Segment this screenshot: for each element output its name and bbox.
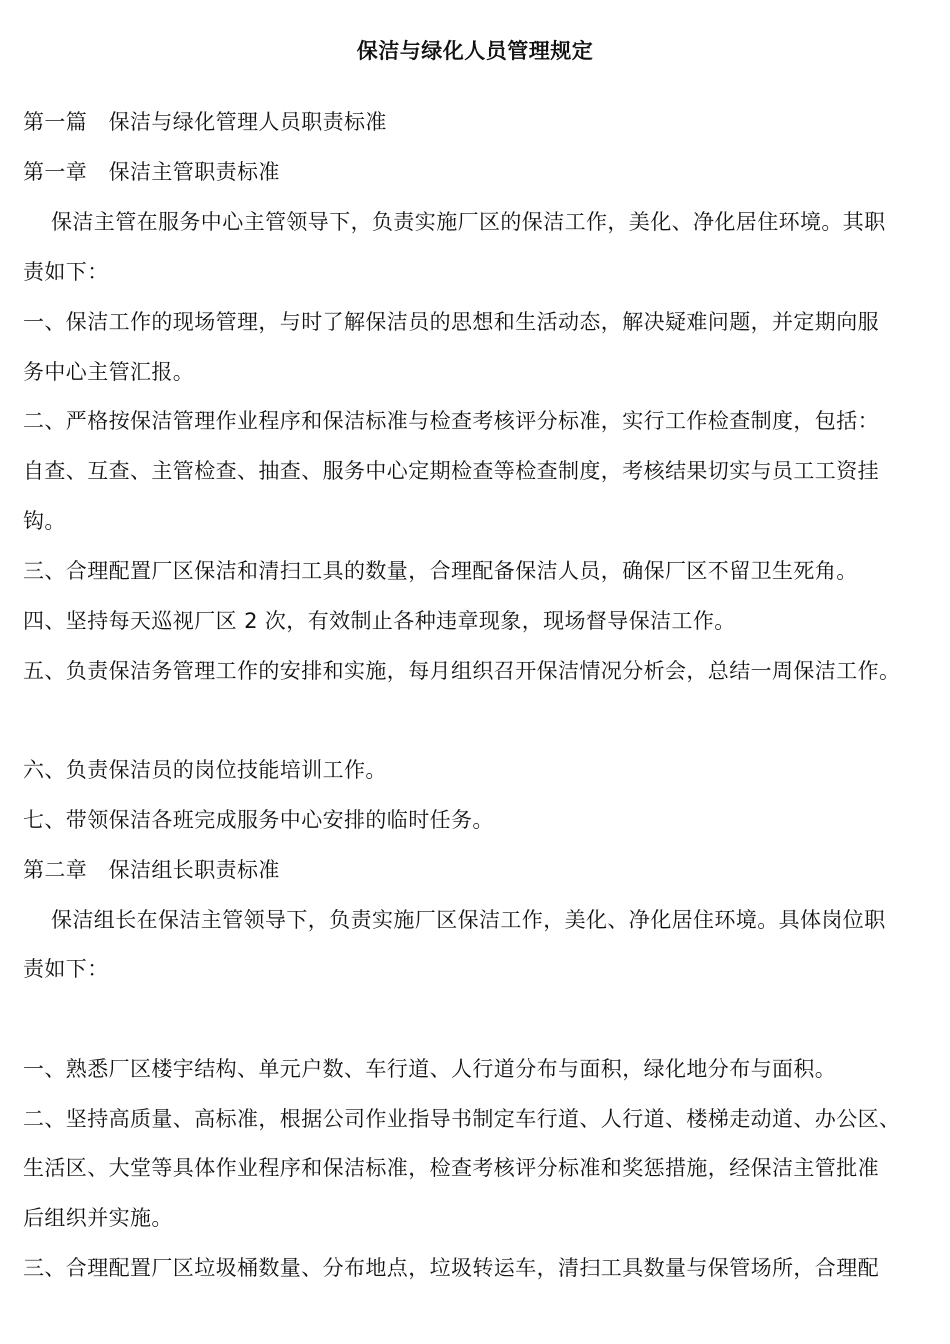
list-item-line: 一、熟悉厂区楼宇结构、单元户数、车行道、人行道分布与面积，绿化地分布与面积。 bbox=[23, 1057, 837, 1081]
list-item-line: 自查、互查、主管检查、抽查、服务中心定期检查等检查制度，考核结果切实与员工工资挂 bbox=[23, 459, 879, 483]
list-item-line: 五、负责保洁务管理工作的安排和实施，每月组织召开保洁情况分析会，总结一周保洁工作。 bbox=[23, 659, 901, 683]
list-item-line: 二、坚持高质量、高标准，根据公司作业指导书制定车行道、人行道、楼梯走动道、办公区、 bbox=[23, 1107, 901, 1131]
list-item-line: 三、合理配置厂区保洁和清扫工具的数量，合理配备保洁人员，确保厂区不留卫生死角。 bbox=[23, 559, 858, 583]
paragraph-line: 责如下： bbox=[23, 260, 109, 284]
list-item-line: 一、保洁工作的现场管理，与时了解保洁员的思想和生活动态，解决疑难问题，并定期向服 bbox=[23, 310, 879, 334]
list-item-line: 六、负责保洁员的岗位技能培训工作。 bbox=[23, 758, 387, 782]
chapter-heading: 第一章 保洁主管职责标准 bbox=[23, 160, 280, 184]
list-item-line: 务中心主管汇报。 bbox=[23, 360, 195, 384]
document-title: 保洁与绿化人员管理规定 bbox=[356, 39, 594, 63]
paragraph-line: 责如下： bbox=[23, 957, 109, 981]
list-item-line: 生活区、大堂等具体作业程序和保洁标准，检查考核评分标准和奖惩措施，经保洁主管批准 bbox=[23, 1156, 879, 1180]
list-item-line: 四、坚持每天巡视厂区 2 次，有效制止各种违章现象，现场督导保洁工作。 bbox=[23, 609, 736, 633]
chapter-heading: 第二章 保洁组长职责标准 bbox=[23, 858, 280, 882]
list-item-line: 后组织并实施。 bbox=[23, 1206, 173, 1230]
paragraph-line: 保洁主管在服务中心主管领导下，负责实施厂区的保洁工作，美化、净化居住环境。其职 bbox=[51, 210, 886, 234]
list-item-line: 钩。 bbox=[23, 509, 66, 533]
list-item-line: 二、严格按保洁管理作业程序和保洁标准与检查考核评分标准，实行工作检查制度，包括： bbox=[23, 409, 879, 433]
part-heading: 第一篇 保洁与绿化管理人员职责标准 bbox=[23, 110, 387, 134]
paragraph-line: 保洁组长在保洁主管领导下，负责实施厂区保洁工作，美化、净化居住环境。具体岗位职 bbox=[51, 908, 886, 932]
list-item-line: 七、带领保洁各班完成服务中心安排的临时任务。 bbox=[23, 808, 494, 832]
list-item-line: 三、合理配置厂区垃圾桶数量、分布地点，垃圾转运车，清扫工具数量与保管场所，合理配 bbox=[23, 1256, 879, 1280]
